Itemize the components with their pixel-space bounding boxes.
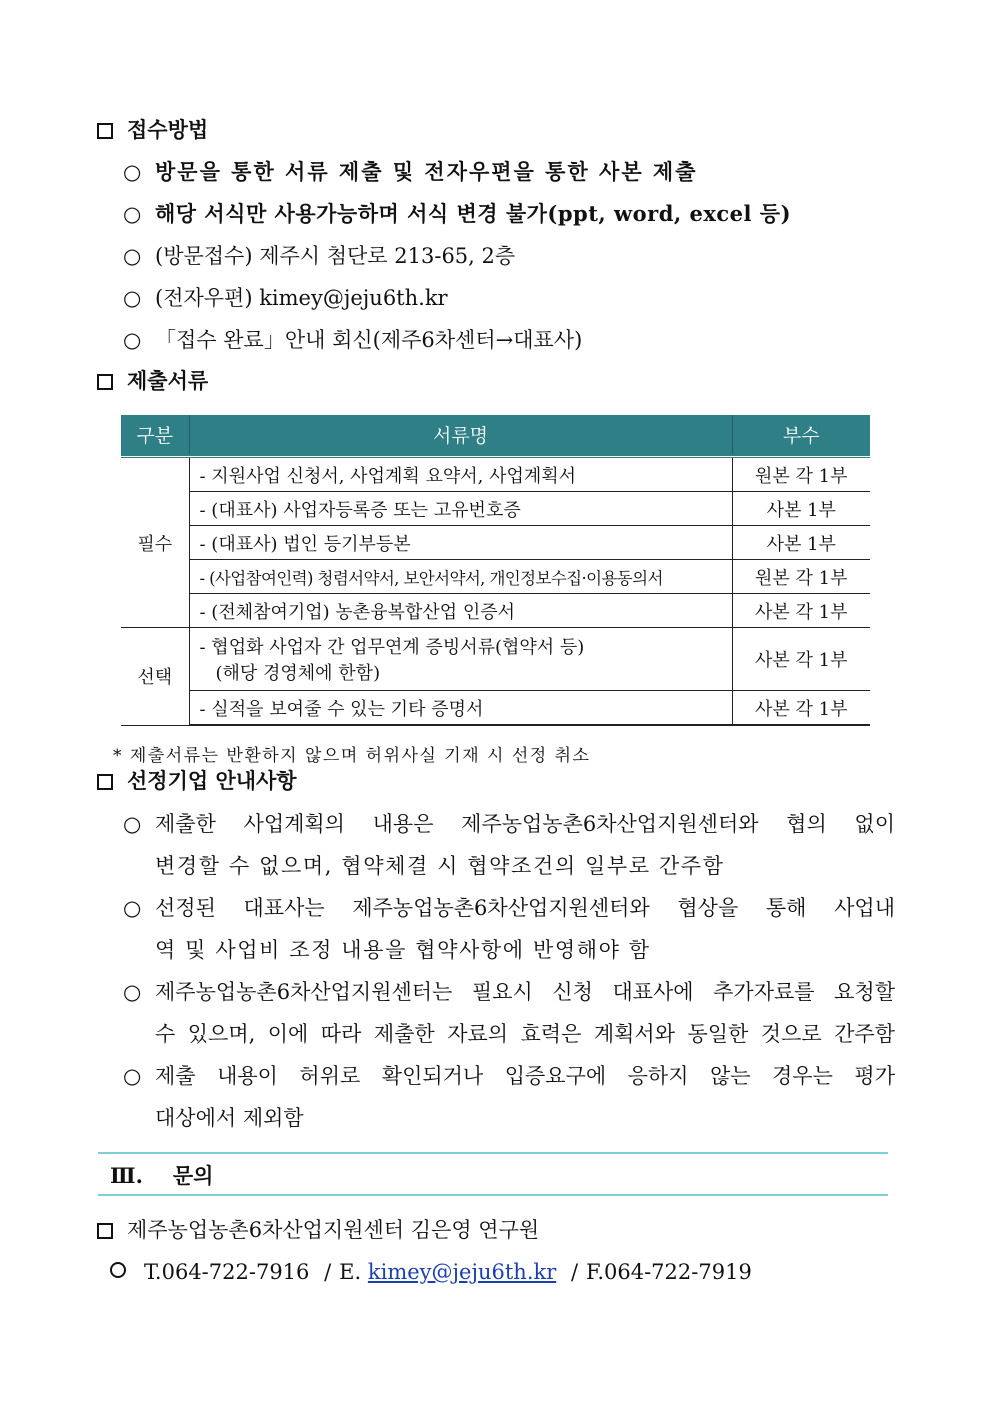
contact-details: [110, 1258, 752, 1286]
circle-bullet-icon: [110, 1262, 126, 1278]
selected-bullet-1: ○: [123, 812, 142, 836]
selected-line: 변경할 수 없으며, 협약체결 시 협약조건의 일부로 간주함: [155, 854, 725, 878]
document-name: - (사업참여인력) 청렴서약서, 보안서약서, 개인정보수집·이용동의서: [189, 560, 732, 594]
selected-line: 대상에서 제외함: [155, 1106, 304, 1130]
reception-item-3: ○ (방문접수) 제주시 첨단로 213-65, 2층: [123, 244, 516, 268]
contact-tel: T.064-722-7916: [144, 1260, 310, 1284]
document-count: 원본 각 1부: [732, 456, 870, 492]
document-name-line2: (해당 경영체에 한함): [215, 663, 381, 684]
document-count: 사본 1부: [732, 492, 870, 526]
checkbox-square-icon: [97, 1223, 113, 1239]
email-prefix: E.: [339, 1260, 362, 1284]
table-header-row: [121, 415, 870, 456]
selected-line: 선정된 대표사는 제주농업농촌6차산업지원센터와 협상을 통해 사업내: [155, 896, 895, 920]
category-optional: 선택: [121, 628, 189, 726]
table-row: [121, 526, 870, 560]
table-row: [121, 492, 870, 526]
separator: /: [324, 1260, 332, 1284]
selected-line: 수 있으며, 이에 따라 제출한 자료의 효력은 계획서와 동일한 것으로 간주함: [155, 1022, 895, 1046]
table-row: [121, 456, 870, 492]
document-count: 사본 각 1부: [732, 628, 870, 691]
document-name: - (전체참여기업) 농촌융복합산업 인증서: [189, 594, 732, 628]
document-name: - (대표사) 법인 등기부등본: [189, 526, 732, 560]
document-count: 원본 각 1부: [732, 560, 870, 594]
reception-heading: 접수방법: [97, 116, 208, 144]
reception-item-1: ○ 방문을 통한 서류 제출 및 전자우편을 통한 사본 제출: [123, 159, 698, 184]
documents-heading: 제출서류: [97, 367, 208, 395]
section-divider-top: [98, 1152, 888, 1154]
document-name: [189, 628, 732, 691]
column-header-count: 부수: [732, 415, 870, 456]
selected-line: 역 및 사업비 조정 내용을 협약사항에 반영해야 함: [155, 938, 651, 962]
document-count: 사본 각 1부: [732, 594, 870, 628]
document-count: 사본 각 1부: [732, 691, 870, 726]
table-row: [121, 594, 870, 628]
checkbox-square-icon: [97, 123, 113, 139]
documents-note: * 제출서류는 반환하지 않으며 허위사실 기재 시 선정 취소: [113, 746, 591, 766]
column-header-document: 서류명: [189, 415, 732, 456]
selected-line: 제출한 사업계획의 내용은 제주농업농촌6차산업지원센터와 협의 없이: [155, 812, 895, 836]
reception-item-4: ○ (전자우편) kimey@jeju6th.kr: [123, 286, 448, 310]
section-divider-bottom: [98, 1194, 888, 1196]
checkbox-square-icon: [97, 774, 113, 790]
selected-bullet-3: ○: [123, 980, 142, 1004]
separator: /: [570, 1260, 579, 1284]
document-name: - (대표사) 사업자등록증 또는 고유번호증: [189, 492, 732, 526]
checkbox-square-icon: [97, 374, 113, 390]
reception-item-2: ○ 해당 서식만 사용가능하며 서식 변경 불가(ppt, word, excel 등): [123, 201, 792, 226]
category-required: 필수: [121, 456, 189, 628]
table-row: [121, 691, 870, 726]
document-name: - 지원사업 신청서, 사업계획 요약서, 사업계획서: [189, 456, 732, 492]
email-link[interactable]: kimey@jeju6th.kr: [367, 1260, 557, 1284]
selected-line: 제출 내용이 허위로 확인되거나 입증요구에 응하지 않는 경우는 평가: [155, 1064, 895, 1088]
contact-person: 제주농업농촌6차산업지원센터 김은영 연구원: [97, 1216, 539, 1244]
selected-heading: 선정기업 안내사항: [97, 767, 297, 795]
table-row: [121, 628, 870, 691]
selected-line: 제주농업농촌6차산업지원센터는 필요시 신청 대표사에 추가자료를 요청할: [155, 980, 895, 1004]
section-title: [110, 1160, 213, 1190]
column-header-category: 구분: [121, 415, 189, 456]
table-row: [121, 560, 870, 594]
contact-fax: F.064-722-7919: [586, 1260, 752, 1284]
section-label: 문의: [172, 1163, 214, 1188]
documents-table: [121, 415, 870, 726]
document-name: - 실적을 보여줄 수 있는 기타 증명서: [189, 691, 732, 726]
document-name-line1: - 협업화 사업자 간 업무연계 증빙서류(협약서 등): [199, 637, 585, 658]
reception-item-5: ○ 「접수 완료」안내 회신(제주6차센터→대표사): [123, 328, 583, 352]
document-count: 사본 1부: [732, 526, 870, 560]
selected-bullet-4: ○: [123, 1064, 142, 1088]
section-number: Ⅲ.: [110, 1163, 143, 1188]
selected-bullet-2: ○: [123, 896, 142, 920]
